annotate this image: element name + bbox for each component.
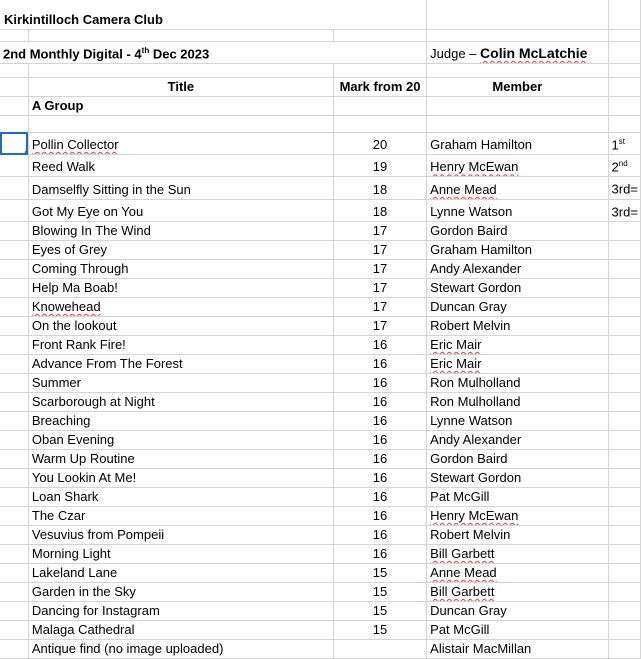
entry-title[interactable] xyxy=(28,545,333,564)
table-row xyxy=(0,488,641,507)
cell[interactable] xyxy=(0,155,28,177)
cell[interactable] xyxy=(333,115,426,132)
entry-title-text: Coming Through xyxy=(31,261,129,277)
table-row xyxy=(0,336,641,355)
cell[interactable] xyxy=(333,29,426,41)
cell[interactable] xyxy=(0,29,28,41)
entry-mark[interactable]: 18 xyxy=(333,177,426,199)
entry-title[interactable] xyxy=(28,222,333,241)
cell[interactable] xyxy=(0,431,28,450)
entry-place[interactable] xyxy=(608,412,640,431)
entry-member-text: Gordon Baird xyxy=(430,451,508,467)
table-row xyxy=(0,155,641,177)
entry-member[interactable] xyxy=(427,177,608,199)
entry-member[interactable] xyxy=(427,507,608,526)
entry-member-text: Pat McGill xyxy=(430,622,490,638)
entry-mark[interactable]: 20 xyxy=(333,132,426,154)
entry-title[interactable] xyxy=(28,241,333,260)
entry-mark[interactable]: 16 xyxy=(333,469,426,488)
entry-title[interactable] xyxy=(28,488,333,507)
entry-place[interactable] xyxy=(608,469,640,488)
entry-title[interactable] xyxy=(28,260,333,279)
header-member[interactable]: Member xyxy=(427,77,608,96)
entry-title[interactable] xyxy=(28,621,333,640)
table-row xyxy=(0,317,641,336)
entry-title-text: Damselfly Sitting in the Sun xyxy=(31,181,191,197)
entry-member-text: Lynne Watson xyxy=(430,204,513,220)
competition-sup: th xyxy=(141,45,150,55)
group-row xyxy=(0,96,641,115)
cell[interactable] xyxy=(0,317,28,336)
entry-mark[interactable]: 17 xyxy=(333,260,426,279)
cell[interactable] xyxy=(0,222,28,241)
entry-place-sup: st xyxy=(618,136,626,146)
entry-place[interactable] xyxy=(608,526,640,545)
cell[interactable] xyxy=(0,621,28,640)
entry-member[interactable] xyxy=(427,431,608,450)
entry-place[interactable] xyxy=(608,199,640,221)
table-row xyxy=(0,199,641,221)
entry-title-text: Summer xyxy=(31,375,81,391)
table-row xyxy=(0,132,641,154)
entry-title[interactable] xyxy=(28,640,333,659)
cell[interactable] xyxy=(427,29,608,41)
entry-member-text: Henry McEwan xyxy=(430,508,519,524)
entry-title-text: Garden in the Sky xyxy=(31,584,136,600)
entry-title[interactable] xyxy=(28,355,333,374)
entry-member-text: Andy Alexander xyxy=(430,261,522,277)
entry-mark[interactable]: 18 xyxy=(333,199,426,221)
entry-member[interactable] xyxy=(427,222,608,241)
table-row xyxy=(0,222,641,241)
cell[interactable] xyxy=(608,115,640,132)
table-row xyxy=(0,526,641,545)
cell[interactable] xyxy=(0,640,28,659)
table-row xyxy=(0,393,641,412)
table-row xyxy=(0,355,641,374)
entry-title-text: Scarborough at Night xyxy=(31,394,155,410)
entry-title[interactable] xyxy=(28,564,333,583)
cell[interactable] xyxy=(427,63,608,77)
cell[interactable] xyxy=(333,96,426,115)
table-row xyxy=(0,640,641,659)
entry-place-sup: nd xyxy=(618,159,628,169)
entry-title[interactable] xyxy=(28,199,333,221)
entry-member[interactable] xyxy=(427,545,608,564)
entry-member[interactable] xyxy=(427,393,608,412)
cell[interactable] xyxy=(0,507,28,526)
cell[interactable] xyxy=(0,241,28,260)
entry-mark[interactable]: 17 xyxy=(333,222,426,241)
entry-title-text: On the lookout xyxy=(31,318,117,334)
entry-place[interactable] xyxy=(608,374,640,393)
entry-title-text: Knowehead xyxy=(31,299,101,315)
entry-mark[interactable]: 17 xyxy=(333,298,426,317)
entry-title[interactable] xyxy=(28,602,333,621)
entry-place[interactable] xyxy=(608,545,640,564)
header-row xyxy=(0,77,641,96)
entry-mark[interactable]: 16 xyxy=(333,545,426,564)
entry-mark[interactable]: 15 xyxy=(333,621,426,640)
entry-place[interactable] xyxy=(608,155,640,177)
entry-title[interactable] xyxy=(28,132,333,154)
entry-member-text: Stewart Gordon xyxy=(430,470,522,486)
entry-place[interactable] xyxy=(608,260,640,279)
fill-handle[interactable] xyxy=(25,151,29,155)
entry-place[interactable] xyxy=(608,393,640,412)
entry-mark[interactable]: 16 xyxy=(333,412,426,431)
judge-cell[interactable] xyxy=(427,41,608,63)
entry-place[interactable] xyxy=(608,241,640,260)
entry-mark[interactable]: 16 xyxy=(333,450,426,469)
cell[interactable] xyxy=(0,450,28,469)
entry-title-text: Morning Light xyxy=(31,546,111,562)
entry-place[interactable] xyxy=(608,317,640,336)
entry-member[interactable] xyxy=(427,374,608,393)
entry-member[interactable] xyxy=(427,583,608,602)
cell[interactable] xyxy=(0,279,28,298)
cell[interactable] xyxy=(608,63,640,77)
competition-prefix: 2nd Monthly Digital - 4 xyxy=(3,45,142,61)
table-row xyxy=(0,241,641,260)
cell[interactable] xyxy=(0,77,28,96)
entry-title-text: Malaga Cathedral xyxy=(31,622,135,638)
entry-member[interactable] xyxy=(427,260,608,279)
entry-title[interactable] xyxy=(28,155,333,177)
entry-place[interactable] xyxy=(608,640,640,659)
entry-member-text: Robert Melvin xyxy=(430,318,511,334)
cell[interactable] xyxy=(0,564,28,583)
group-label[interactable]: A Group xyxy=(28,96,333,115)
entry-member-text: Duncan Gray xyxy=(430,603,507,619)
entry-title-text: Lakeland Lane xyxy=(31,565,118,581)
spacer-row xyxy=(0,63,641,77)
entry-mark[interactable]: 16 xyxy=(333,507,426,526)
entry-mark[interactable]: 16 xyxy=(333,355,426,374)
entry-member-text: Eric Mair xyxy=(430,337,482,353)
cell[interactable] xyxy=(0,199,28,221)
entry-member[interactable] xyxy=(427,317,608,336)
entry-mark[interactable]: 16 xyxy=(333,488,426,507)
entry-member-text: Robert Melvin xyxy=(430,527,511,543)
entry-title[interactable] xyxy=(28,279,333,298)
entry-member[interactable] xyxy=(427,132,608,154)
club-title[interactable]: Kirkintilloch Camera Club xyxy=(0,0,427,29)
entry-title[interactable] xyxy=(28,393,333,412)
entry-title-text: You Lookin At Me! xyxy=(31,470,137,486)
entry-place[interactable] xyxy=(608,355,640,374)
entry-place[interactable] xyxy=(608,336,640,355)
entry-member-text: Alistair MacMillan xyxy=(430,641,532,657)
entry-mark[interactable]: 16 xyxy=(333,336,426,355)
entry-member[interactable] xyxy=(427,279,608,298)
table-row xyxy=(0,583,641,602)
cell[interactable] xyxy=(0,469,28,488)
entry-mark[interactable]: 16 xyxy=(333,526,426,545)
entry-member-text: Stewart Gordon xyxy=(430,280,522,296)
table-row xyxy=(0,431,641,450)
entry-title-text: Oban Evening xyxy=(31,432,115,448)
entry-member[interactable] xyxy=(427,640,608,659)
cell[interactable] xyxy=(0,583,28,602)
entry-member-text: Anne Mead xyxy=(430,181,497,197)
judge-name: Colin McLatchie xyxy=(480,44,588,61)
judge-label: Judge – xyxy=(430,45,481,61)
cell[interactable] xyxy=(28,63,333,77)
entry-title-text: Got My Eye on You xyxy=(31,204,144,220)
entry-place[interactable] xyxy=(608,222,640,241)
cell[interactable] xyxy=(0,336,28,355)
table-row xyxy=(0,279,641,298)
entry-title-text: Warm Up Routine xyxy=(31,451,135,467)
entry-title[interactable] xyxy=(28,374,333,393)
entry-place[interactable] xyxy=(608,431,640,450)
entry-place-text: 2 xyxy=(611,159,619,175)
entry-title-text: Eyes of Grey xyxy=(31,242,108,258)
entry-place[interactable] xyxy=(608,450,640,469)
cell[interactable] xyxy=(0,63,28,77)
entry-place[interactable] xyxy=(608,298,640,317)
entry-title-text: Antique find (no image uploaded) xyxy=(31,641,224,657)
header-title[interactable]: Title xyxy=(28,77,333,96)
entry-mark[interactable]: 17 xyxy=(333,279,426,298)
entry-mark[interactable]: 16 xyxy=(333,393,426,412)
cell[interactable] xyxy=(0,526,28,545)
cell[interactable] xyxy=(0,545,28,564)
competition-title[interactable] xyxy=(0,41,427,63)
entry-member-text: Bill Garbett xyxy=(430,546,495,562)
competition-suffix: Dec 2023 xyxy=(149,45,210,61)
table-row xyxy=(0,412,641,431)
entry-mark[interactable]: 17 xyxy=(333,317,426,336)
table-row xyxy=(0,564,641,583)
entry-mark[interactable]: 17 xyxy=(333,241,426,260)
entry-member-text: Andy Alexander xyxy=(430,432,522,448)
entry-member[interactable] xyxy=(427,355,608,374)
club-title-row xyxy=(0,0,641,29)
entry-title-text: Help Ma Boab! xyxy=(31,280,118,296)
entry-title[interactable] xyxy=(28,336,333,355)
header-mark[interactable]: Mark from 20 xyxy=(333,77,426,96)
entry-mark[interactable] xyxy=(333,640,426,659)
cell[interactable] xyxy=(0,488,28,507)
cell[interactable] xyxy=(0,393,28,412)
table-row xyxy=(0,602,641,621)
entry-title-text: The Czar xyxy=(31,508,86,524)
cell[interactable] xyxy=(0,96,28,115)
entry-member-text: Ron Mulholland xyxy=(430,375,521,391)
cell[interactable] xyxy=(427,0,608,29)
entry-title[interactable] xyxy=(28,317,333,336)
cell[interactable] xyxy=(0,260,28,279)
table-row xyxy=(0,545,641,564)
cell[interactable] xyxy=(427,115,608,132)
entry-mark[interactable]: 19 xyxy=(333,155,426,177)
table-row xyxy=(0,621,641,640)
entry-place-text: 3rd= xyxy=(611,204,638,220)
entry-member[interactable] xyxy=(427,298,608,317)
entry-place[interactable] xyxy=(608,132,640,154)
entry-member[interactable] xyxy=(427,199,608,221)
entry-place-text: 1 xyxy=(611,137,619,153)
entry-member[interactable] xyxy=(427,564,608,583)
entry-member[interactable] xyxy=(427,336,608,355)
selected-cell[interactable] xyxy=(0,132,28,154)
entry-title[interactable] xyxy=(28,412,333,431)
entry-member[interactable] xyxy=(427,526,608,545)
entry-mark[interactable]: 16 xyxy=(333,431,426,450)
entry-member-text: Eric Mair xyxy=(430,356,482,372)
entry-place[interactable] xyxy=(608,583,640,602)
entry-member-text: Ron Mulholland xyxy=(430,394,521,410)
entry-title[interactable] xyxy=(28,507,333,526)
entry-title[interactable] xyxy=(28,583,333,602)
entry-mark[interactable]: 15 xyxy=(333,583,426,602)
entry-place[interactable] xyxy=(608,564,640,583)
entry-title-text: Front Rank Fire! xyxy=(31,337,126,353)
cell[interactable] xyxy=(0,412,28,431)
entry-title-text: Reed Walk xyxy=(31,159,95,175)
spacer-row xyxy=(0,29,641,41)
entry-member[interactable] xyxy=(427,241,608,260)
cell[interactable] xyxy=(608,41,640,63)
entry-place-text: 3rd= xyxy=(611,181,638,197)
table-row xyxy=(0,469,641,488)
entry-member-text: Anne Mead xyxy=(430,565,497,581)
entry-place[interactable] xyxy=(608,279,640,298)
entry-title-text: Dancing for Instagram xyxy=(31,603,160,619)
cell[interactable] xyxy=(608,96,640,115)
entry-member-text: Gordon Baird xyxy=(430,223,508,239)
spacer-row xyxy=(0,115,641,132)
entry-member[interactable] xyxy=(427,602,608,621)
entry-mark[interactable]: 16 xyxy=(333,374,426,393)
entry-member-text: Duncan Gray xyxy=(430,299,507,315)
cell[interactable] xyxy=(0,374,28,393)
entry-title-text: Advance From The Forest xyxy=(31,356,183,372)
entry-member-text: Pat McGill xyxy=(430,489,490,505)
entry-title[interactable] xyxy=(28,450,333,469)
cell[interactable] xyxy=(608,29,640,41)
competition-row xyxy=(0,41,641,63)
entry-member[interactable] xyxy=(427,450,608,469)
entry-member-text: Bill Garbett xyxy=(430,584,495,600)
cell[interactable] xyxy=(0,298,28,317)
entry-member-text: Henry McEwan xyxy=(430,159,519,175)
entry-place[interactable] xyxy=(608,488,640,507)
cell[interactable] xyxy=(0,602,28,621)
entry-place[interactable] xyxy=(608,177,640,199)
table-row xyxy=(0,374,641,393)
entry-title[interactable] xyxy=(28,526,333,545)
cell[interactable] xyxy=(333,63,426,77)
cell[interactable] xyxy=(0,355,28,374)
entry-place[interactable] xyxy=(608,507,640,526)
table-row xyxy=(0,450,641,469)
entry-member[interactable] xyxy=(427,469,608,488)
table-row xyxy=(0,298,641,317)
entry-title[interactable] xyxy=(28,177,333,199)
entry-title-text: Blowing In The Wind xyxy=(31,223,151,239)
cell[interactable] xyxy=(0,115,28,132)
entry-mark[interactable]: 15 xyxy=(333,602,426,621)
entry-mark[interactable]: 15 xyxy=(333,564,426,583)
entry-member-text: Lynne Watson xyxy=(430,413,513,429)
entry-title[interactable] xyxy=(28,431,333,450)
table-row xyxy=(0,260,641,279)
cell[interactable] xyxy=(608,77,640,96)
entry-title-text: Vesuvius from Pompeii xyxy=(31,527,165,543)
entry-member[interactable] xyxy=(427,412,608,431)
cell[interactable] xyxy=(608,0,640,29)
entry-member[interactable] xyxy=(427,488,608,507)
entry-title[interactable] xyxy=(28,298,333,317)
entry-member-text: Graham Hamilton xyxy=(430,242,533,258)
cell[interactable] xyxy=(0,177,28,199)
entry-title-text: Loan Shark xyxy=(31,489,99,505)
entry-member-text: Graham Hamilton xyxy=(430,137,533,153)
table-row xyxy=(0,177,641,199)
cell[interactable] xyxy=(28,29,333,41)
entry-place[interactable] xyxy=(608,602,640,621)
entry-title-text: Pollin Collector xyxy=(31,137,119,153)
cell[interactable] xyxy=(28,115,333,132)
entry-member[interactable] xyxy=(427,621,608,640)
table-row xyxy=(0,507,641,526)
entry-title-text: Breaching xyxy=(31,413,91,429)
entry-member[interactable] xyxy=(427,155,608,177)
entry-title[interactable] xyxy=(28,469,333,488)
cell[interactable] xyxy=(427,96,608,115)
entry-place[interactable] xyxy=(608,621,640,640)
